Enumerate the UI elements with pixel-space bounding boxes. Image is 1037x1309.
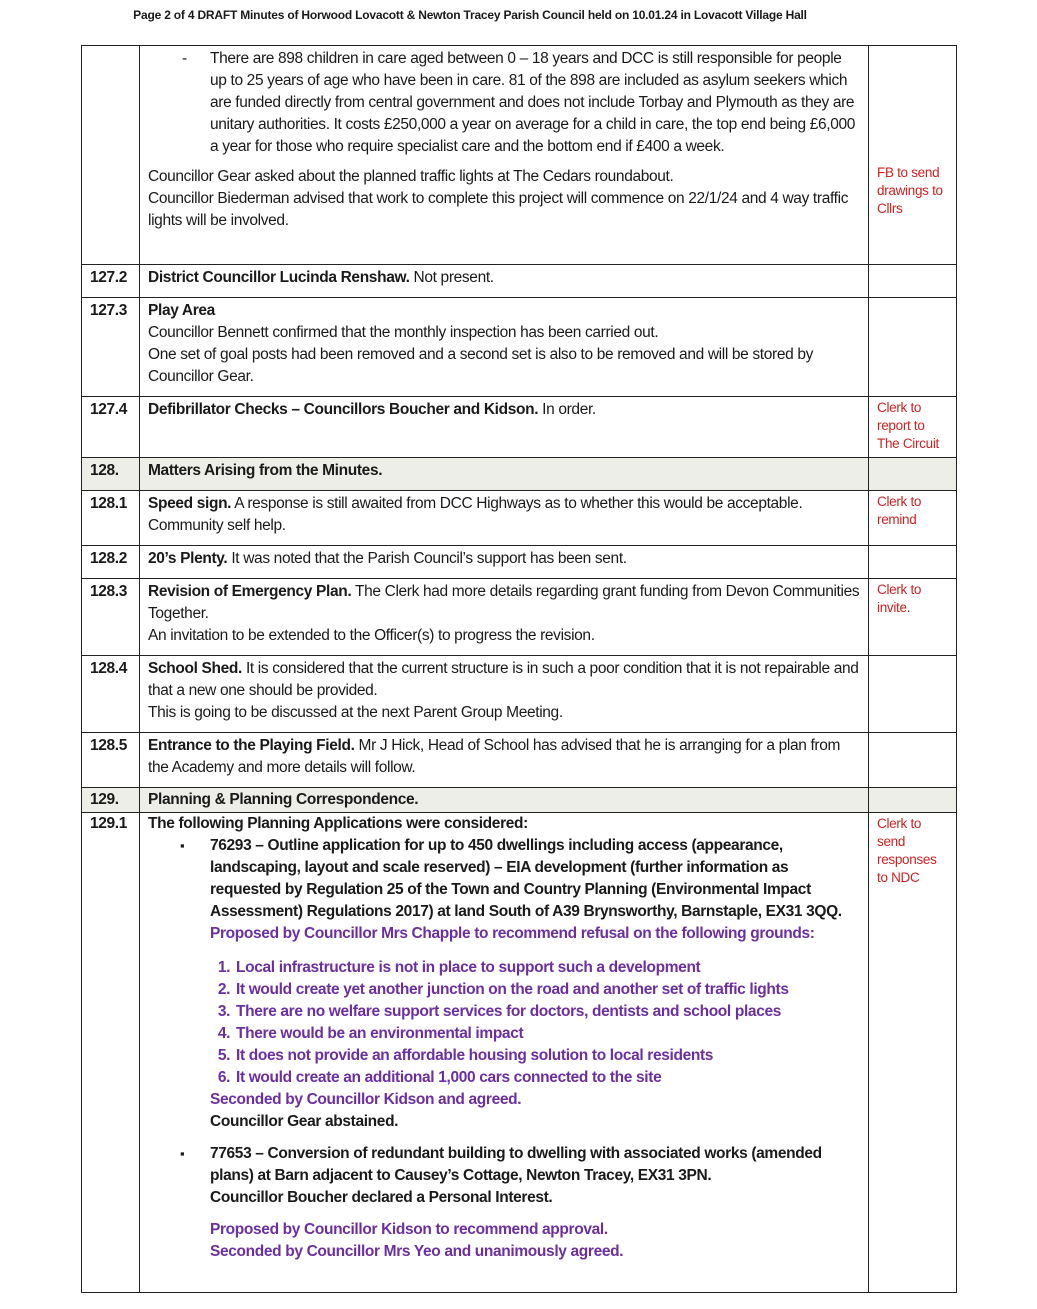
item-number [82,46,140,265]
item-body [140,656,869,733]
text-line: Councillor Gear asked about the planned traffic lights at The Cedars roundabout. [148,168,674,185]
item-number: 128.5 [82,733,140,788]
item-body [140,298,869,397]
section-row [82,788,957,813]
section-heading: Planning & Planning Correspondence. [140,788,869,813]
action-cell: Clerk to report to The Circuit [869,397,957,458]
item-text: A response is still awaited from DCC Highways as to whether this would be acceptable. Community self help. [148,495,803,534]
action-cell: Clerk to remind [869,491,957,546]
proposal-text: Proposed by Councillor Mrs Chapple to recommend refusal on the following grounds: [210,925,815,942]
action-cell [869,656,957,733]
item-number: 128.2 [82,546,140,579]
section-row [82,458,957,491]
page-header: Page 2 of 4 DRAFT Minutes of Horwood Lovacott & Newton Tracey Parish Council held on 10.01.24 in Lovacott Village Hall [133,8,807,22]
item-heading: Defibrillator Checks – Councillors Boucher and Kidson. [148,401,539,418]
table-row [82,298,957,397]
text-line: An invitation to be extended to the Officer(s) to progress the revision. [148,627,595,644]
item-body [140,265,869,298]
item-heading: School Shed. [148,660,242,677]
item-heading: Entrance to the Playing Field. [148,737,355,754]
item-text: In order. [538,401,596,418]
action-cell: Clerk to send responses to NDC [869,813,957,1293]
item-body [140,733,869,788]
item-body [140,491,869,546]
item-body [140,397,869,458]
item-number: 128.4 [82,656,140,733]
item-heading: 20’s Plenty. [148,550,228,567]
item-heading: Play Area [148,302,215,319]
item-text: It was noted that the Parish Council’s support has been sent. [227,550,627,567]
text-line: This is going to be discussed at the next Parent Group Meeting. [148,704,563,721]
item-body [140,579,869,656]
item-body [140,813,869,1293]
item-text: It is considered that the current structure is in such a poor condition that it is not repairable and that a new one should be provided. [148,660,859,699]
planning-applications [148,835,860,1263]
text-line: Councillor Bennett confirmed that the monthly inspection has been carried out. [148,324,659,341]
refusal-grounds-list [210,957,860,1089]
table-row [82,265,957,298]
application-text: ▪ 77653 – Conversion of redundant building to dwelling with associated works (amended plans) at Barn adjacent to Causey’s Cottage, Newton Tracey, EX31 3PN. [210,1145,822,1184]
seconded-text: Seconded by Councillor Mrs Yeo and unanimously agreed. [210,1243,624,1260]
refusal-ground: 4. There would be an environmental impact [234,1023,860,1045]
table-row [82,397,957,458]
table-row [82,579,957,656]
item-number: 127.3 [82,298,140,397]
action-text: FB to send drawings to Cllrs [877,165,943,216]
action-cell: Clerk to invite. [869,579,957,656]
item-heading: Speed sign. [148,495,232,512]
action-cell [869,298,957,397]
item-heading: Revision of Emergency Plan. [148,583,352,600]
item-number: 128. [82,458,140,491]
application-text: ▪ 76293 – Outline application for up to 450 dwellings including access (appearance, landscaping, layout and scale reserved) – EIA development (further information as requested by Regulation 25 of the Town and Country Planning (Environmental Impact Assessment) Regulations 2017) at land South of A39 Brynsworthy, Barnstaple, EX31 3QQ. [210,837,842,920]
planning-application [210,835,860,1143]
table-row [82,491,957,546]
proposal-text: Proposed by Councillor Kidson to recommend approval. [210,1221,608,1238]
planning-application [210,1143,860,1263]
item-number: 129.1 [82,813,140,1293]
refusal-ground: 2. It would create yet another junction on the road and another set of traffic lights [234,979,860,1001]
item-text: The Clerk had more details regarding grant funding from Devon Communities Together. [148,583,860,622]
action-cell [869,265,957,298]
item-number: 127.4 [82,397,140,458]
item-number: 128.1 [82,491,140,546]
table-row [82,813,957,1293]
item-text: Not present. [409,269,494,286]
abstained-text: Councillor Gear abstained. [210,1113,399,1130]
action-cell [869,546,957,579]
refusal-ground: 3. There are no welfare support services for doctors, dentists and school places [234,1001,860,1023]
action-cell [869,788,957,813]
action-cell [869,46,957,265]
item-number: 127.2 [82,265,140,298]
item-number: 128.3 [82,579,140,656]
minutes-table [81,45,957,1293]
item-heading: District Councillor Lucinda Renshaw. [148,269,410,286]
item-text: Mr J Hick, Head of School has advised that he is arranging for a plan from the Academy and more details will follow. [148,737,841,776]
list-item: - There are 898 children in care aged between 0 – 18 years and DCC is still responsible for people up to 25 years of age who have been in care. 81 of the 898 are included as asylum seekers which are funded directly from central government and does not include Torbay and Plymouth as they are unitary authorities. It costs £250,000 a year on average for a child in care, the top end being £6,000 a year for those who require specialist care and the bottom end if £400 a week. [210,48,860,158]
table-row [82,46,957,265]
action-cell [869,458,957,491]
item-body [140,546,869,579]
seconded-text: Seconded by Councillor Kidson and agreed. [210,1091,522,1108]
item-body [140,46,869,265]
section-heading: Matters Arising from the Minutes. [140,458,869,491]
refusal-ground: 1. Local infrastructure is not in place to support such a development [234,957,860,979]
table-row [82,733,957,788]
refusal-ground: 5. It does not provide an affordable housing solution to local residents [234,1045,860,1067]
action-cell [869,733,957,788]
text-line: One set of goal posts had been removed and a second set is also to be removed and will be stored by Councillor Gear. [148,346,814,385]
planning-intro: The following Planning Applications were considered: [148,815,528,832]
item-number: 129. [82,788,140,813]
table-row [82,546,957,579]
refusal-ground: 6. It would create an additional 1,000 cars connected to the site [234,1067,860,1089]
text-line: Councillor Biederman advised that work to complete this project will commence on 22/1/24 and 4 way traffic lights will be involved. [148,190,849,229]
dash-list [148,48,860,158]
interest-text: Councillor Boucher declared a Personal Interest. [210,1189,553,1206]
table-row [82,656,957,733]
